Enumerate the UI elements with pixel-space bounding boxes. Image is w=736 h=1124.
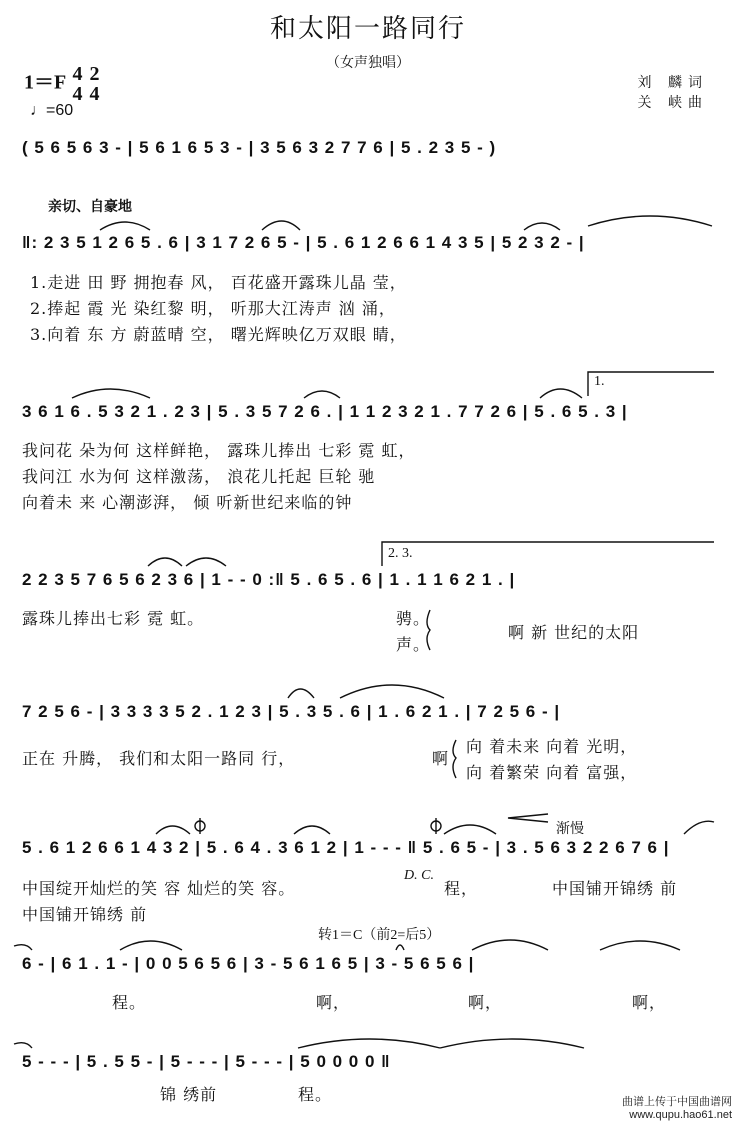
row-6-lyric-cheng: 程， <box>444 879 479 898</box>
slur-mark <box>440 1039 584 1048</box>
notation-row-1: ( 5 6 5 6 3 - | 5 6 1 6 5 3 - | 3 5 6 3 2 7 7 6 | 5 . 2 3 5 - ) <box>22 138 497 157</box>
row-3-lyric-verse-2: 我问江 水为何 这样激荡， 浪花儿托起 巨轮 驰 <box>22 467 376 486</box>
notation-row-7: 6 - | 6 1 . 1 - | 0 0 5 6 5 6 | 3 - 5 6 1 6 5 | 3 - 5 6 5 6 | <box>22 954 475 973</box>
row-6-lyric-2: 中国铺开锦绣 前 <box>22 905 148 924</box>
slur-mark <box>298 1039 440 1048</box>
key-change-marking: 转1＝C（前2=后5） <box>318 928 441 943</box>
volta-1-label: 1. <box>594 374 605 389</box>
slur-mark <box>100 222 150 230</box>
brace-mark <box>453 740 456 778</box>
row-5-lyric-alt-2: 向 着繁荣 向着 富强， <box>466 763 638 782</box>
volta-23-label: 2. 3. <box>388 546 413 561</box>
row-4-lyric: 露珠儿捧出七彩 霓 虹。 <box>22 609 205 628</box>
time-signature-1: 4 4 <box>72 63 83 105</box>
row-7-lyric-c: 啊， <box>468 993 503 1012</box>
row-4-refrain-lyric: 啊 新 世纪的太阳 <box>508 623 640 642</box>
slur-mark <box>148 558 182 566</box>
subtitle: （女声独唱） <box>326 55 410 71</box>
slur-mark <box>600 941 680 950</box>
slur-mark <box>288 689 314 698</box>
composer-credit: 关 峡曲 <box>637 95 708 111</box>
expression-marking: 亲切、自豪地 <box>48 198 132 214</box>
slur-mark <box>340 685 444 698</box>
row-4-lyric-alt-1: 骋。 <box>396 609 431 628</box>
lyricist-credit: 刘 麟词 <box>637 75 708 91</box>
verse-1-lyric: 1.走进 田 野 拥抱春 风， 百花盛开露珠儿晶 莹， <box>30 273 407 292</box>
page-title: 和太阳一路同行 <box>269 14 466 44</box>
row-3-lyric-verse-1: 我问花 朵为何 这样鲜艳， 露珠儿捧出 七彩 霓 虹， <box>22 441 416 460</box>
row-6-lyric-1: 中国绽开灿烂的笑 容 灿烂的笑 容。 <box>22 879 296 898</box>
slur-mark <box>396 945 404 950</box>
row-8-lyric-a: 锦 绣前 <box>160 1085 218 1104</box>
row-7-lyric-a: 程。 <box>112 993 147 1012</box>
notation-row-3: 3 6 1 6 . 5 3 2 1 . 2 3 | 5 . 3 5 7 2 6 . | 1 1 2 3 2 1 . 7 7 2 6 | 5 . 6 5 . 3 | <box>22 402 628 421</box>
slur-mark <box>186 558 226 566</box>
slur-mark <box>524 223 560 230</box>
slur-mark <box>472 940 548 950</box>
volta-bracket <box>588 372 714 396</box>
row-7-lyric-d: 啊， <box>632 993 667 1012</box>
notation-row-2: ‖: 2 3 5 1 2 6 5 . 6 | 3 1 7 2 6 5 - | 5 . 6 1 2 6 6 1 4 3 5 | 5 2 3 2 - | <box>22 233 585 252</box>
key-signature: 1＝F <box>24 71 66 94</box>
row-8-lyric-b: 程。 <box>298 1085 333 1104</box>
slur-mark <box>588 216 712 226</box>
slur-mark <box>14 945 32 950</box>
slur-mark <box>262 221 300 230</box>
rit-marking: 渐慢 <box>556 820 584 836</box>
notation-row-6: 5 . 6 1 2 6 6 1 4 3 2 | 5 . 6 4 . 3 6 1 2 | 1 - - - ‖ 5 . 6 5 - | 3 . 5 6 3 2 2 6 7 6 | <box>22 838 670 857</box>
row-3-lyric-verse-3: 向着未 来 心潮澎湃， 倾 听新世纪来临的钟 <box>22 493 353 512</box>
slur-mark <box>14 1043 32 1048</box>
verse-3-lyric: 3.向着 东 方 蔚蓝晴 空， 曙光辉映亿万双眼 睛， <box>30 325 407 344</box>
row-5-lyric: 正在 升腾， 我们和太阳一路同 行， <box>22 749 296 768</box>
decrescendo-hairpin <box>508 814 548 822</box>
row-7-lyric-b: 啊， <box>316 993 351 1012</box>
verse-2-lyric: 2.捧起 霞 光 染红黎 明， 听那大江涛声 汹 涌， <box>30 299 396 318</box>
dc-marking: D. C. <box>404 868 434 883</box>
slur-mark <box>72 389 150 398</box>
notation-row-5: 7 2 5 6 - | 3 3 3 3 5 2 . 1 2 3 | 5 . 3 5 . 6 | 1 . 6 2 1 . | 7 2 5 6 - | <box>22 702 561 721</box>
volta-bracket <box>382 542 714 566</box>
time-signature-2: 2 4 <box>89 63 100 105</box>
slur-mark <box>156 826 190 834</box>
slur-mark <box>684 821 714 834</box>
row-6-lyric-end: 中国铺开锦绣 前 <box>552 879 678 898</box>
brace-mark <box>427 610 430 650</box>
notation-row-4: 2 2 3 5 7 6 5 6 2 3 6 | 1 - - 0 :‖ 5 . 6 5 . 6 | 1 . 1 1 6 2 1 . | <box>22 570 516 589</box>
row-5-lyric-alt-1: 向 着未来 向着 光明， <box>466 737 638 756</box>
slur-mark <box>120 941 182 950</box>
slur-mark <box>304 391 340 398</box>
row-4-lyric-alt-2: 声。 <box>396 635 431 654</box>
slur-mark <box>540 389 582 398</box>
slur-mark <box>444 825 496 834</box>
site-watermark: 曲谱上传于中国曲谱网 www.qupu.hao61.net <box>622 1096 732 1121</box>
slur-mark <box>294 826 330 834</box>
tempo-marking: ♩=60 <box>30 102 74 119</box>
notation-row-8: 5 - - - | 5 . 5 5 - | 5 - - - | 5 - - - | 5 0 0 0 0 ‖ <box>22 1052 391 1071</box>
row-5-lyric-ah: 啊 <box>432 749 450 768</box>
